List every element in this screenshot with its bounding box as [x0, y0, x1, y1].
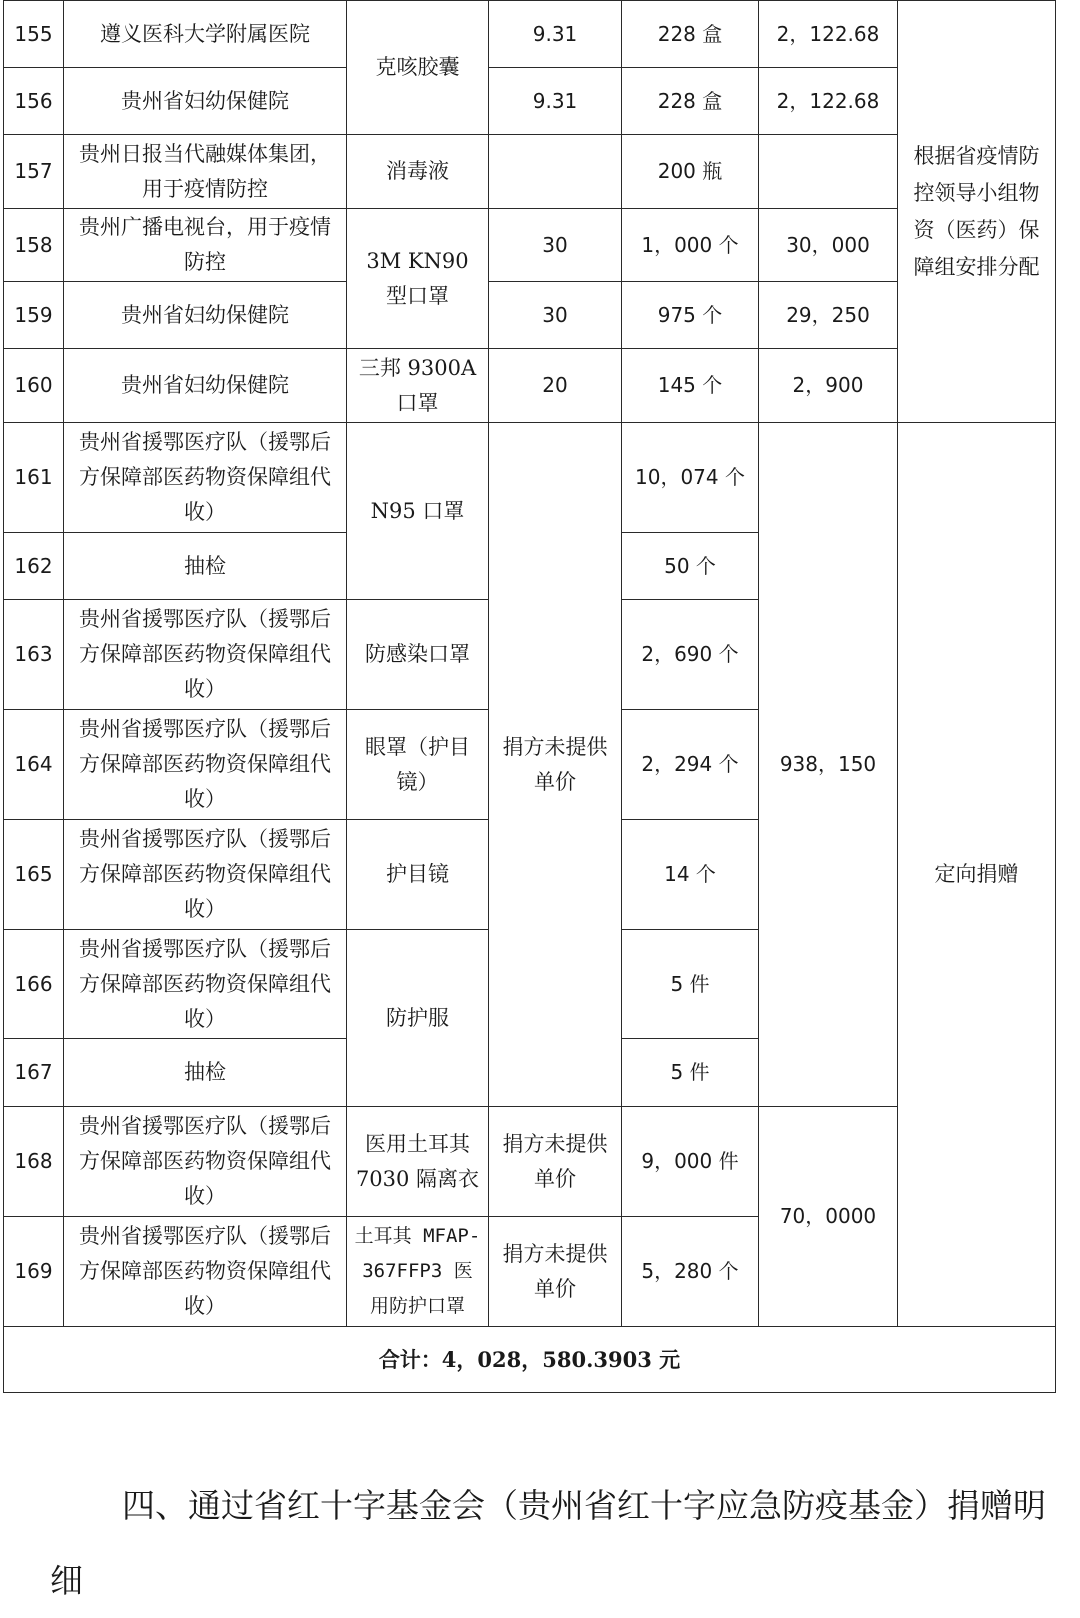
row-number: 162	[4, 533, 64, 600]
item-cell: N95 口罩	[347, 423, 489, 600]
amount-cell	[759, 135, 898, 209]
total-row	[4, 1327, 1056, 1393]
item-cell: 护目镜	[347, 820, 489, 930]
row-number: 163	[4, 600, 64, 710]
recipient-cell: 贵州省援鄂医疗队（援鄂后方保障部医药物资保障组代收）	[64, 1217, 347, 1327]
item-cell: 防护服	[347, 930, 489, 1107]
quantity-cell: 50 个	[622, 533, 759, 600]
item-cell: 防感染口罩	[347, 600, 489, 710]
amount-cell: 938，150	[759, 423, 898, 1107]
recipient-cell: 贵州省妇幼保健院	[64, 68, 347, 135]
row-number: 160	[4, 349, 64, 423]
row-number: 166	[4, 930, 64, 1039]
note-cell: 定向捐赠	[898, 423, 1056, 1327]
recipient-cell: 抽检	[64, 533, 347, 600]
section-heading	[50, 1468, 1050, 1618]
quantity-cell: 5 件	[622, 1039, 759, 1107]
row-number: 158	[4, 209, 64, 282]
quantity-cell: 1，000 个	[622, 209, 759, 282]
quantity-cell: 145 个	[622, 349, 759, 423]
amount-cell: 2，122.68	[759, 68, 898, 135]
row-number: 167	[4, 1039, 64, 1107]
unit-price-cell: 20	[489, 349, 622, 423]
quantity-cell: 5，280 个	[622, 1217, 759, 1327]
total-cell: 合计：4，028，580.3903 元	[4, 1327, 1056, 1393]
quantity-cell: 200 瓶	[622, 135, 759, 209]
item-cell: 土耳其 MFAP-367FFP3 医用防护口罩	[347, 1217, 489, 1327]
quantity-cell: 14 个	[622, 820, 759, 930]
quantity-cell: 5 件	[622, 930, 759, 1039]
item-cell: 克咳胶囊	[347, 1, 489, 135]
quantity-cell: 975 个	[622, 282, 759, 349]
recipient-cell: 贵州省妇幼保健院	[64, 349, 347, 423]
recipient-cell: 贵州省援鄂医疗队（援鄂后方保障部医药物资保障组代收）	[64, 820, 347, 930]
row-number: 155	[4, 1, 64, 68]
quantity-cell: 2，690 个	[622, 600, 759, 710]
donation-table	[3, 0, 1056, 1393]
unit-price-cell: 捐方未提供单价	[489, 423, 622, 1107]
recipient-cell: 贵州省援鄂医疗队（援鄂后方保障部医药物资保障组代收）	[64, 930, 347, 1039]
recipient-cell: 贵州省援鄂医疗队（援鄂后方保障部医药物资保障组代收）	[64, 423, 347, 533]
quantity-cell: 10，074 个	[622, 423, 759, 533]
quantity-cell: 9，000 件	[622, 1107, 759, 1217]
table-row	[4, 423, 1056, 533]
recipient-cell: 贵州省援鄂医疗队（援鄂后方保障部医药物资保障组代收）	[64, 600, 347, 710]
row-number: 159	[4, 282, 64, 349]
table-row	[4, 1, 1056, 68]
unit-price-cell: 30	[489, 282, 622, 349]
row-number: 156	[4, 68, 64, 135]
amount-cell: 2，122.68	[759, 1, 898, 68]
recipient-cell: 抽检	[64, 1039, 347, 1107]
item-cell: 眼罩（护目镜）	[347, 710, 489, 820]
amount-cell: 2，900	[759, 349, 898, 423]
quantity-cell: 228 盒	[622, 1, 759, 68]
unit-price-cell: 捐方未提供单价	[489, 1217, 622, 1327]
amount-cell: 70，0000	[759, 1107, 898, 1327]
unit-price-cell: 9.31	[489, 1, 622, 68]
unit-price-cell: 30	[489, 209, 622, 282]
amount-cell: 29，250	[759, 282, 898, 349]
quantity-cell: 228 盒	[622, 68, 759, 135]
row-number: 161	[4, 423, 64, 533]
row-number: 168	[4, 1107, 64, 1217]
amount-cell: 30，000	[759, 209, 898, 282]
section-heading-text: 四、通过省红十字基金会（贵州省红十字应急防疫基金）捐赠明细	[50, 1486, 1046, 1600]
recipient-cell: 贵州日报当代融媒体集团，用于疫情防控	[64, 135, 347, 209]
row-number: 165	[4, 820, 64, 930]
recipient-cell: 贵州广播电视台，用于疫情防控	[64, 209, 347, 282]
item-cell: 三邦 9300A 口罩	[347, 349, 489, 423]
unit-price-cell: 捐方未提供单价	[489, 1107, 622, 1217]
recipient-cell: 贵州省援鄂医疗队（援鄂后方保障部医药物资保障组代收）	[64, 1107, 347, 1217]
recipient-cell: 贵州省妇幼保健院	[64, 282, 347, 349]
recipient-cell: 贵州省援鄂医疗队（援鄂后方保障部医药物资保障组代收）	[64, 710, 347, 820]
unit-price-cell	[489, 135, 622, 209]
row-number: 157	[4, 135, 64, 209]
row-number: 169	[4, 1217, 64, 1327]
item-cell: 医用土耳其 7030 隔离衣	[347, 1107, 489, 1217]
recipient-cell: 遵义医科大学附属医院	[64, 1, 347, 68]
quantity-cell: 2，294 个	[622, 710, 759, 820]
item-cell: 3M KN90 型口罩	[347, 209, 489, 349]
item-cell: 消毒液	[347, 135, 489, 209]
row-number: 164	[4, 710, 64, 820]
note-cell: 根据省疫情防控领导小组物资（医药）保障组安排分配	[898, 1, 1056, 423]
unit-price-cell: 9.31	[489, 68, 622, 135]
